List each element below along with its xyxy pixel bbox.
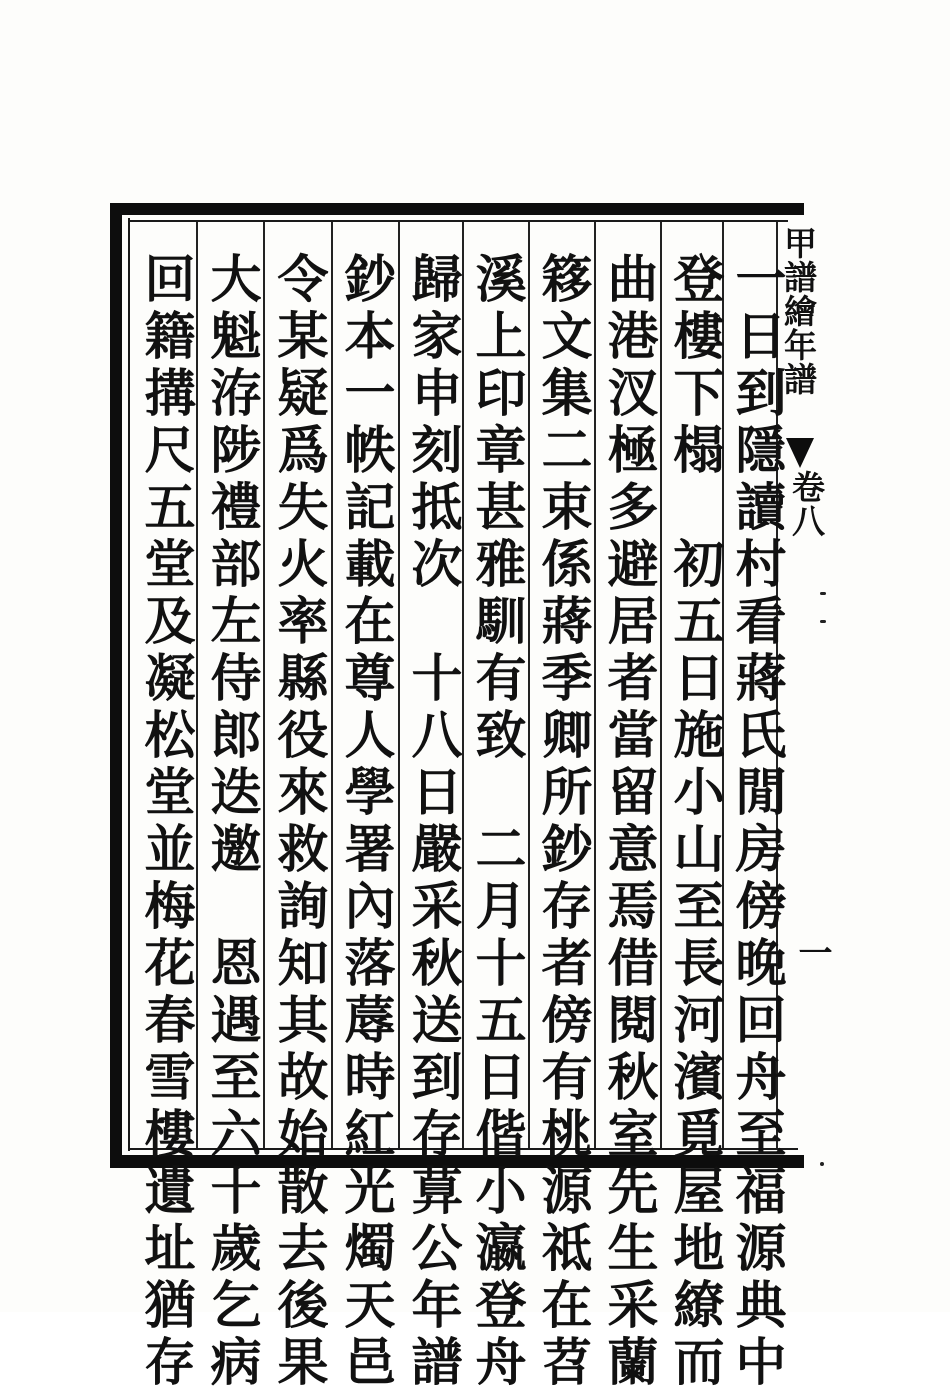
column-rule (196, 222, 198, 1148)
text-column-10: 回籍搆尺五堂及凝松堂並梅花春雪樓遺址猶存 (135, 252, 195, 1392)
print-speck (820, 620, 826, 623)
frame-inner-left-line (128, 218, 130, 1151)
frame-top-border (110, 203, 804, 215)
column-rule (398, 222, 400, 1148)
column-rule (594, 222, 596, 1148)
text-column-8: 令某疑爲失火率縣役來救詢知其故始散去後果 (268, 252, 328, 1392)
column-rule (331, 222, 333, 1148)
print-speck (820, 1162, 824, 1166)
frame-inner-top-line (128, 220, 788, 222)
column-rule (263, 222, 265, 1148)
column-rule (462, 222, 464, 1148)
block-mouth-volume: 卷八 (787, 470, 826, 538)
text-column-6: 歸家申刻抵次 十八日嚴采秋送到存萛公年譜 (402, 252, 462, 1392)
text-column-1: 一日到隱讀村看蔣氏閒房傍晚回舟至福源典中 (726, 252, 786, 1392)
block-mouth-title: 甲譜繪年譜 (779, 226, 818, 396)
text-column-4: 簃文集二束係蔣季卿所鈔存者傍有桃源祗在苕 (532, 252, 592, 1392)
text-column-2: 登樓下榻 初五日施小山至長河濱覓屋地繚而 (664, 252, 724, 1392)
frame-left-border (110, 203, 122, 1168)
text-column-3: 曲港汊極多避居者當留意焉借閱秋室先生采蘭 (598, 252, 658, 1392)
text-column-7: 鈔本一帙記載在尊人學署內落蓐時紅光燭天邑 (335, 252, 395, 1392)
text-column-5: 溪上印章甚雅馴有致 二月十五日偕小瀛登舟 (466, 252, 526, 1392)
column-rule (528, 222, 530, 1148)
text-column-9: 大魁洊陟禮部左侍郎迭邀 恩遇至六十歲乞病 (201, 252, 261, 1392)
block-mouth-page-number: 一 (792, 935, 832, 969)
fishtail-mark (786, 438, 814, 468)
column-rule (660, 222, 662, 1148)
print-speck (820, 592, 826, 595)
